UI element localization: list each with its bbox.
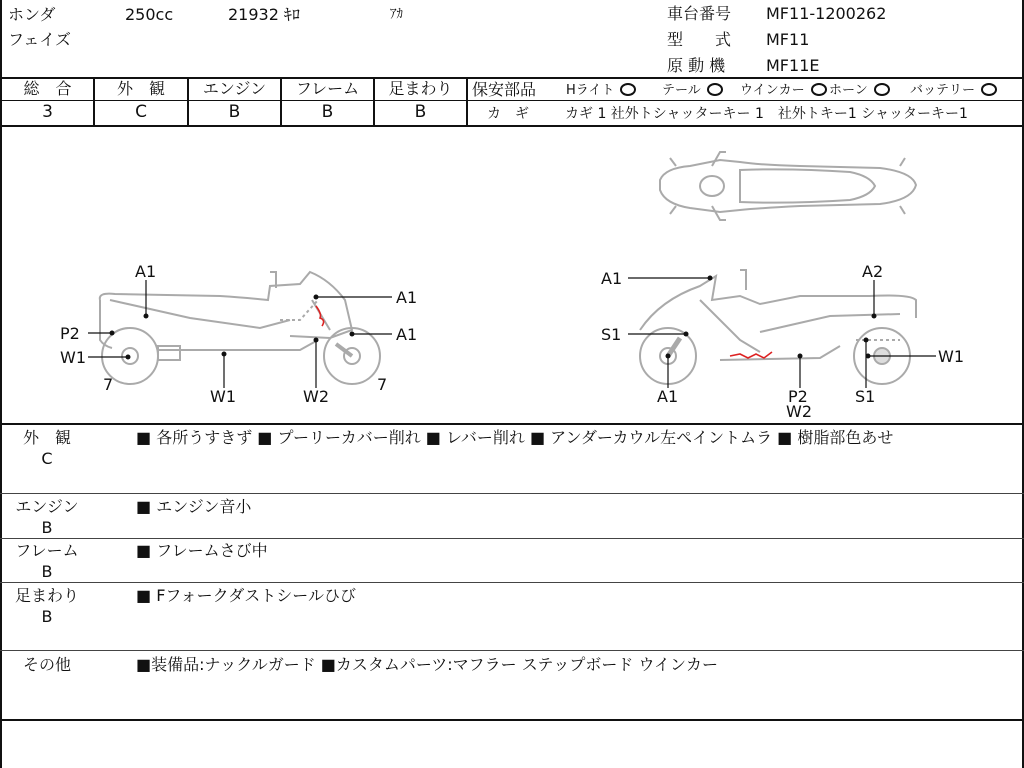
safety-item-winker bbox=[740, 81, 827, 101]
diagram-label: A1 bbox=[396, 288, 418, 307]
grade-header-frame: フレーム bbox=[295, 79, 360, 98]
section-divider bbox=[0, 493, 1024, 494]
section-divider bbox=[0, 582, 1024, 583]
key-text: カギ 1 社外トシャッターキー 1 社外トキー1 シャッターキー1 bbox=[565, 106, 968, 122]
circle-mark-icon bbox=[811, 83, 827, 96]
grade-header-suspension: 足まわり bbox=[388, 79, 453, 98]
section-text-frame: ■ フレームさび中 bbox=[136, 541, 268, 560]
key-label: カ ギ bbox=[487, 106, 529, 122]
grade-value-suspension: B bbox=[414, 102, 427, 122]
diagram-label: A1 bbox=[601, 269, 623, 288]
diagram-label: W2 bbox=[303, 387, 329, 406]
section-grade-frame: B bbox=[41, 562, 53, 581]
engine-value: MF11E bbox=[766, 56, 820, 75]
section-label-frame: フレーム bbox=[15, 541, 79, 560]
pointer-lines bbox=[88, 278, 936, 388]
circle-mark-icon bbox=[620, 83, 636, 96]
safety-item-label: テール bbox=[662, 83, 701, 98]
color: ｱｶ bbox=[390, 7, 403, 22]
grade-header-overall: 総 合 bbox=[23, 79, 72, 98]
frame-no: MF11-1200262 bbox=[766, 4, 887, 23]
diagram-label: A1 bbox=[657, 387, 679, 406]
section-label-other: その他 bbox=[22, 655, 71, 674]
diagram-label: A1 bbox=[396, 325, 418, 344]
safety-item-label: ホーン bbox=[829, 83, 868, 98]
section-text-other: ■装備品:ナックルガード ■カスタムパーツ:マフラー ステップボード ウインカー bbox=[136, 655, 719, 674]
type-label: 型 式 bbox=[667, 30, 732, 49]
section-text-suspension: ■ Fフォークダストシールひび bbox=[136, 586, 356, 605]
model-name: フェイズ bbox=[8, 30, 72, 49]
safety-item-battery bbox=[910, 81, 997, 101]
safety-item-label: ウインカー bbox=[740, 83, 805, 98]
diagram-label: P2 bbox=[60, 324, 80, 343]
grade-value-engine: B bbox=[228, 102, 241, 122]
safety-label: 保安部品 bbox=[472, 80, 537, 99]
grade-header-engine: エンジン bbox=[202, 79, 267, 98]
diagram-label: P2 bbox=[788, 387, 808, 406]
section-divider bbox=[0, 650, 1024, 651]
safety-item-label: バッテリー bbox=[910, 83, 976, 98]
diagram-label: W1 bbox=[938, 347, 964, 366]
type-value: MF11 bbox=[766, 30, 810, 49]
diagram-label: A2 bbox=[862, 262, 884, 281]
left-side-view-outline bbox=[100, 272, 380, 384]
diagram-label: S1 bbox=[601, 325, 622, 344]
safety-item-label: Hライト bbox=[566, 83, 615, 98]
maker: ホンダ bbox=[8, 5, 56, 24]
frame-no-label: 車台番号 bbox=[667, 4, 732, 23]
diagram-label: W1 bbox=[210, 387, 236, 406]
mileage: 21932 ｷﾛ bbox=[228, 5, 300, 24]
section-text-exterior: ■ 各所うすきず ■ プーリーカバー削れ ■ レバー削れ ■ アンダーカウル左ペイントムラ ■ 樹脂部色あせ bbox=[136, 428, 894, 447]
section-text-engine: ■ エンジン音小 bbox=[136, 497, 252, 516]
grade-row-divider bbox=[0, 100, 466, 101]
grade-value-exterior: C bbox=[135, 102, 147, 122]
section-label-exterior: 外 観 bbox=[22, 428, 71, 447]
grade-value-overall: 3 bbox=[42, 102, 53, 122]
circle-mark-icon bbox=[874, 83, 890, 96]
grade-header-exterior: 外 観 bbox=[116, 79, 165, 98]
diagram-label: 7 bbox=[103, 375, 114, 394]
section-label-engine: エンジン bbox=[15, 497, 79, 516]
safety-item-headlight bbox=[566, 81, 636, 101]
section-divider bbox=[0, 719, 1024, 721]
pointer-dots bbox=[110, 276, 877, 360]
section-label-suspension: 足まわり bbox=[14, 586, 79, 605]
displacement: 250cc bbox=[125, 5, 174, 24]
circle-mark-icon bbox=[981, 83, 997, 96]
grade-col-divider bbox=[466, 77, 468, 125]
diagram-label: S1 bbox=[855, 387, 876, 406]
section-grade-suspension: B bbox=[41, 607, 53, 626]
section-grade-exterior: C bbox=[41, 449, 53, 468]
diagram-label: W1 bbox=[60, 348, 86, 367]
diagram-label: A1 bbox=[135, 262, 157, 281]
diagram-bottom-divider bbox=[0, 423, 1024, 425]
engine-label: 原 動 機 bbox=[667, 56, 726, 75]
section-divider bbox=[0, 538, 1024, 539]
top-view-outline bbox=[660, 152, 916, 220]
circle-mark-icon bbox=[707, 83, 723, 96]
diagram-label: W2 bbox=[786, 402, 812, 421]
safety-item-horn bbox=[829, 81, 890, 101]
diagram-label: 7 bbox=[377, 375, 388, 394]
section-grade-engine: B bbox=[41, 518, 53, 537]
safety-item-tail bbox=[662, 81, 723, 101]
grade-value-frame: B bbox=[321, 102, 334, 122]
